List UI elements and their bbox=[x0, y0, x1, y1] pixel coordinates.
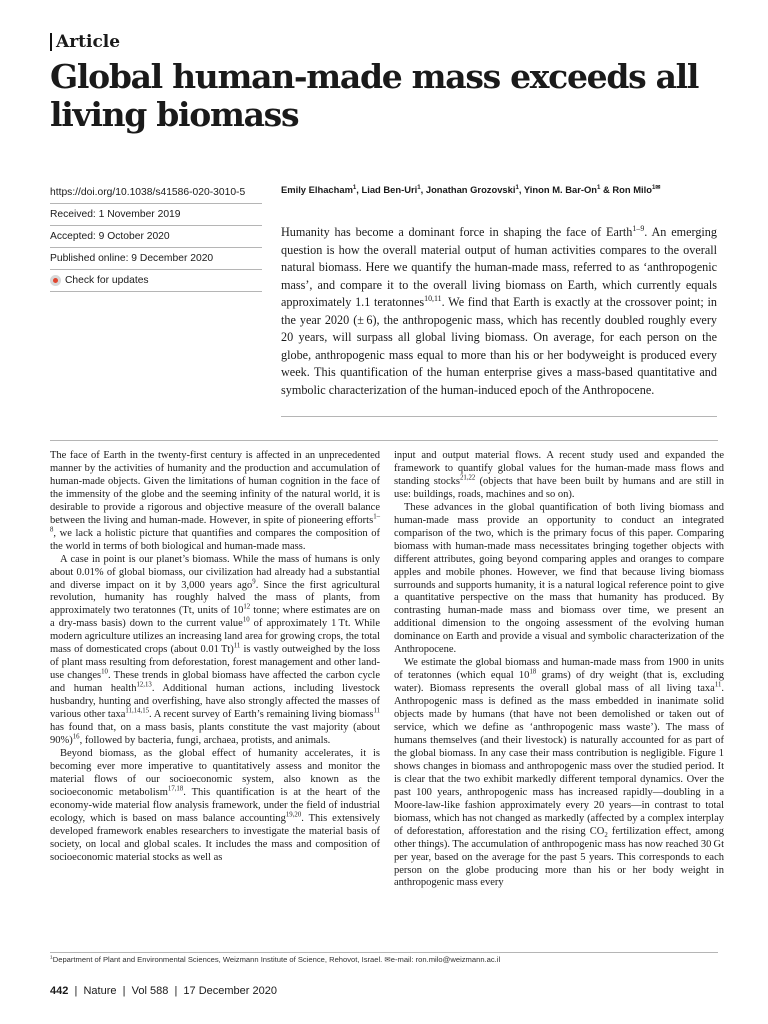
page-number: 442 bbox=[50, 985, 69, 997]
author[interactable]: Liad Ben-Uri bbox=[361, 184, 418, 195]
author[interactable]: Ron Milo bbox=[612, 184, 652, 195]
paragraph: Beyond biomass, as the global effect of humanity accelerates, it is becoming ever more imperative to quantitatively assess and monitor the material flows of our socioeconomic system, also known as the socioeconomic metabolism$^{17,18}$. This quantification is at the heart of the economy-wide material flow analysis framework, under the field of industrial ecology, which is based on mass balance accounting$^{19,20}$. This extensively developed framework enables researchers to investigate the material basis of society, on local and global scales. It includes the mass and composition of socioeconomic material stocks as well as bbox=[50, 747, 380, 863]
body-column-right bbox=[394, 450, 724, 890]
check-updates-button[interactable] bbox=[50, 270, 262, 292]
affiliation-footnote: $^1$Department of Plant and Environmental Sciences, Weizmann Institute of Science, Rehovot, Israel. ✉e-mail: ron.milo@weizmann.ac.il bbox=[50, 955, 501, 964]
body-column-left bbox=[50, 450, 380, 865]
author[interactable]: Yinon M. Bar-On bbox=[523, 184, 597, 195]
section-label: Article bbox=[56, 32, 121, 52]
paragraph: We estimate the global biomass and human-made mass from 1900 in units of teratonnes (which equal $10^{18}$ grams) of dry weight (that is, excluding water). Biomass represents the overall global mass of all living taxa$^{11}$. Anthropogenic mass is defined as the mass embedded in inanimate solid objects made by humans (that have not been demolished or taken out of service, which we define as ‘anthropogenic mass waste’). The mass of humans themselves (and their livestock) is naturally accounted for as part of the global biomass. In any case their mass contribution is negligible. Figure 1 shows changes in biomass and anthropogenic mass over the studied period. It is clear that the two exhibit markedly different temporal dynamics. Over the past 100 years, anthropogenic mass has increased rapidly—doubling in a Moore-law-like fashion approximately every 20 years—in contrast to total biomass, which has not changed as markedly (affected by a complex interplay of deforestation, afforestation and the rising $CO_2$ fertilization effect, among other things). The accumulation of anthropogenic mass has now reached 30 Gt per year, based on the average for the past 5 years. This corresponds to each person on the globe producing more than his or her body weight in anthropogenic mass every bbox=[394, 657, 725, 889]
doi-link[interactable]: https://doi.org/10.1038/s41586-020-3010-5 bbox=[50, 182, 262, 204]
published-date: Published online: 9 December 2020 bbox=[50, 248, 262, 270]
paragraph: input and output material flows. A recent study used and expanded the framework to quantify global values for the human-made mass flows and standing stocks$^{21,22}$ (objects that have been built by humans and are still in use: buildings, roads, machines and so on). bbox=[394, 450, 724, 500]
check-updates-label: Check for updates bbox=[65, 275, 149, 286]
footnote-divider bbox=[50, 952, 718, 953]
received-date: Received: 1 November 2019 bbox=[50, 204, 262, 226]
issue-date: 17 December 2020 bbox=[183, 985, 277, 997]
abstract-divider bbox=[281, 416, 717, 417]
volume: Vol 588 bbox=[131, 985, 169, 997]
mail-icon: ✉ bbox=[384, 955, 391, 964]
author-list: Emily Elhacham$^1$, Liad Ben-Uri$^1$, Jonathan Grozovski$^1$, Yinon M. Bar-On$^1$ & Ron Milo$^{1✉}$ bbox=[281, 183, 661, 195]
page-footer: 442 | Nature | Vol 588 | 17 December 2020 bbox=[50, 985, 277, 997]
email-link[interactable]: e-mail: ron.milo@weizmann.ac.il bbox=[390, 955, 501, 964]
journal-name: Nature bbox=[83, 985, 117, 997]
article-meta bbox=[50, 182, 262, 292]
paragraph: These advances in the global quantification of both living biomass and human-made mass provide an opportunity to conduct an integrated comparison of the two, which is the primary focus of this paper. Comparing biomass with human-made mass necessitates bringing together objects with different attributes, going beyond comparing apples and oranges to compare apples and mobile phones. However, we find that because living biomass surrounds and supports humanity, it is a natural logical reference point to give a quantitative perspective on the mass that humanity has produced. By contrasting human-made mass and biomass over time, we present an additional dimension to the ongoing assessment of the evolving human dominance on Earth and provide a visual and symbolic characterization of the Anthropocene. bbox=[394, 501, 724, 656]
section-rule bbox=[50, 33, 52, 51]
abstract: Humanity has become a dominant force in shaping the face of Earth$^{1-9}$. An emerging question is how the overall material output of human activities compares to the overall natural biomass. Here we quantify the human-made mass, referred to as ‘anthropogenic mass’, and compare it to the overall living biomass on Earth, which currently equals approximately 1.1 teratonnes$^{10,11}$. We find that Earth is exactly at the crossover point; in the year 2020 (± 6), the anthropogenic mass, which has recently doubled roughly every 20 years, will surpass all global living biomass. On average, for each person on the globe, anthropogenic mass equal to more than his or her bodyweight is produced every week. This quantification of the human enterprise gives a mass-based quantitative and symbolic characterization of the human-induced epoch of the Anthropocene. bbox=[281, 223, 717, 397]
check-updates-icon bbox=[50, 275, 61, 286]
author[interactable]: Jonathan Grozovski bbox=[425, 184, 516, 195]
accepted-date: Accepted: 9 October 2020 bbox=[50, 226, 262, 248]
paragraph: A case in point is our planet’s biomass. While the mass of humans is only about 0.01% of global biomass, our civilization had already had a substantial and diverse impact on it by 3,000 years ago$^9$. Since the first agricultural revolution, humanity has roughly halved the mass of plants, from approximately two teratonnes (Tt, units of $10^{12}$ tonne; where estimates are on a dry-mass basis) down to the current value$^{10}$ of approximately 1 Tt. While modern agriculture utilizes an increasing land area for growing crops, the total mass of domesticated crops (about 0.01 Tt)$^{11}$ is vastly outweighed by the loss of plant mass resulting from deforestation, forest management and other land-use changes$^{10}$. These trends in global biomass have affected the carbon cycle and human health$^{12,13}$. Additional human actions, including livestock husbandry, hunting and overfishing, have also strongly affected the masses of various other taxa$^{11,14,15}$. A recent survey of Earth’s remaining living biomass$^{11}$ has found that, on a mass basis, plants constitute the vast majority (about 90%)$^{16}$, followed by bacteria, fungi, archaea, protists, and animals. bbox=[50, 553, 380, 746]
section-divider bbox=[50, 440, 718, 441]
paragraph: The face of Earth in the twenty-first century is affected in an unprecedented manner by the activities of humanity and the production and accumulation of human-made objects. Given the limitations of human cognition in the face of the immensity of the globe and the seeming infinity of the natural world, it is desirable to provide a rigorous and objective measure of the overall balance between the living and human-made. However, in spite of pioneering efforts$^{1-8}$, we lack a holistic picture that quantifies and compares the composition of the world in terms of both biological and human-made mass. bbox=[50, 450, 380, 552]
article-title: Global human-made mass exceeds all living biomass bbox=[50, 57, 699, 134]
author[interactable]: Emily Elhacham bbox=[281, 184, 353, 195]
